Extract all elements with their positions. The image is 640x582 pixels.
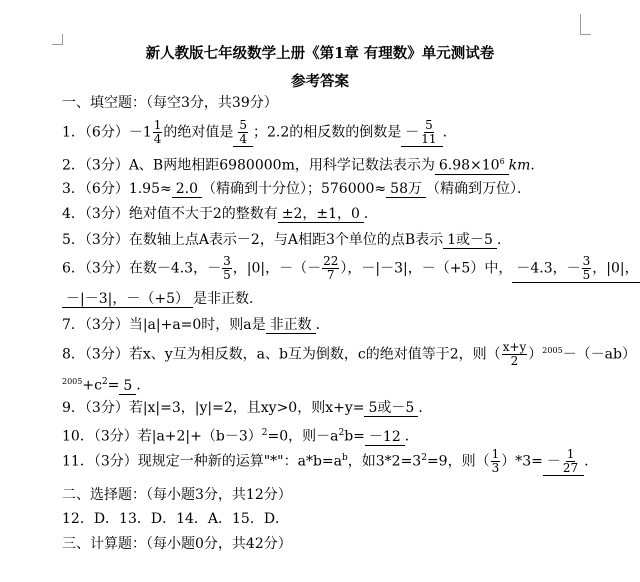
question-12-15: 12．D．13．D．14．A．15．D． bbox=[62, 511, 290, 527]
section-choice-heading: 二、选择题：（每小题3分，共12分） bbox=[62, 487, 292, 503]
answer-blank: 1或－5 bbox=[443, 232, 497, 249]
question-11: 11．（3分）现规定一种新的运算"*"：$a*b=a^b$，如$3*2=3^2=9$，则（ $\frac{1}{3}$ ）*3= － $\frac{1}{27}$ ． bbox=[62, 447, 599, 475]
crop-mark-top-right bbox=[580, 14, 591, 35]
question-2: 2．（3分）A、B两地相距6980000m，用科学记数法表示为 $6.98\times 10^6$ km． bbox=[62, 154, 544, 175]
question-5: 5．（3分）在数轴上点A表示－2，与A相距3个单位的点B表示 1或－5 ． bbox=[62, 232, 511, 248]
answer-blank: －12 bbox=[365, 429, 405, 446]
answer-blank: 2.0 bbox=[172, 181, 202, 198]
fraction: $\frac{1}{4}$ bbox=[153, 118, 162, 146]
question-7: 7．（3分）当|a|+a=0时，则a是 非正数 ． bbox=[62, 317, 330, 333]
question-1: 1．（6分）－1 $\frac{1}{4}$ 的绝对值是 $\frac{5}{4}$ ；2.2的相反数的倒数是 － $\frac{5}{11}$ ． bbox=[62, 118, 457, 146]
answer-blank: － $\frac{5}{11}$ bbox=[401, 119, 442, 147]
question-3: 3．（6分）1.95≈ 2.0 （精确到十分位）；576000≈ 58万 （精确到万位）． bbox=[62, 181, 531, 197]
answer-blank: $6.98\times 10^6$ bbox=[435, 154, 509, 175]
answer-blank: －4.3，－ $\frac{3}{5}$ ，|0|， bbox=[512, 255, 640, 283]
answer-blank: 非正数 bbox=[266, 317, 316, 334]
answer-blank: －|－3|，－（+5） bbox=[62, 291, 193, 308]
question-6: 6．（3分）在数－4.3，－ $\frac{3}{5}$ ，|0|，－（－ $\frac{22}{7}$ ），－|－3|，－（+5）中， －4.3，－ $\frac{3}{5}$ ，|0|， bbox=[62, 255, 640, 283]
question-8-continued: $^{2005}+c^2= 5$ ． bbox=[62, 377, 151, 394]
question-8: 8．（3分）若x、y互为相反数，a、b互为倒数，c的绝对值等于2，则（ $\frac{x+y}{2}$ ）$^{2005}$－（－ab） bbox=[62, 340, 636, 368]
answer-blank: － $\frac{1}{27}$ bbox=[543, 448, 584, 476]
answer-blank: 58万 bbox=[386, 181, 426, 198]
document-title: 新人教版七年级数学上册《第1章 有理数》单元测试卷 bbox=[145, 45, 495, 62]
answer-blank: 5或－5 bbox=[364, 400, 418, 417]
question-6-continued: －|－3|，－（+5） 是非正数． bbox=[62, 290, 263, 308]
answer-blank: 5 bbox=[119, 378, 136, 395]
question-4: 4．（3分）绝对值不大于2的整数有 ±2，±1，0 ． bbox=[62, 206, 378, 222]
answer-blank: $\frac{5}{4}$ bbox=[233, 119, 253, 147]
section-calc-heading: 三、计算题：（每小题0分，共42分） bbox=[62, 536, 292, 552]
section-fill-heading: 一、填空题：（每空3分，共39分） bbox=[62, 95, 278, 111]
answer-blank: ±2，±1，0 bbox=[278, 206, 364, 223]
question-10: 10．（3分）若$|a+2|+(b-3)^2=0$，则$-a^2b= -12$ ． bbox=[62, 428, 419, 445]
document-subtitle: 参考答案 bbox=[291, 73, 349, 90]
question-9: 9．（3分）若|x|=3，|y|=2，且xy>0，则x+y= 5或－5 ． bbox=[62, 400, 433, 416]
